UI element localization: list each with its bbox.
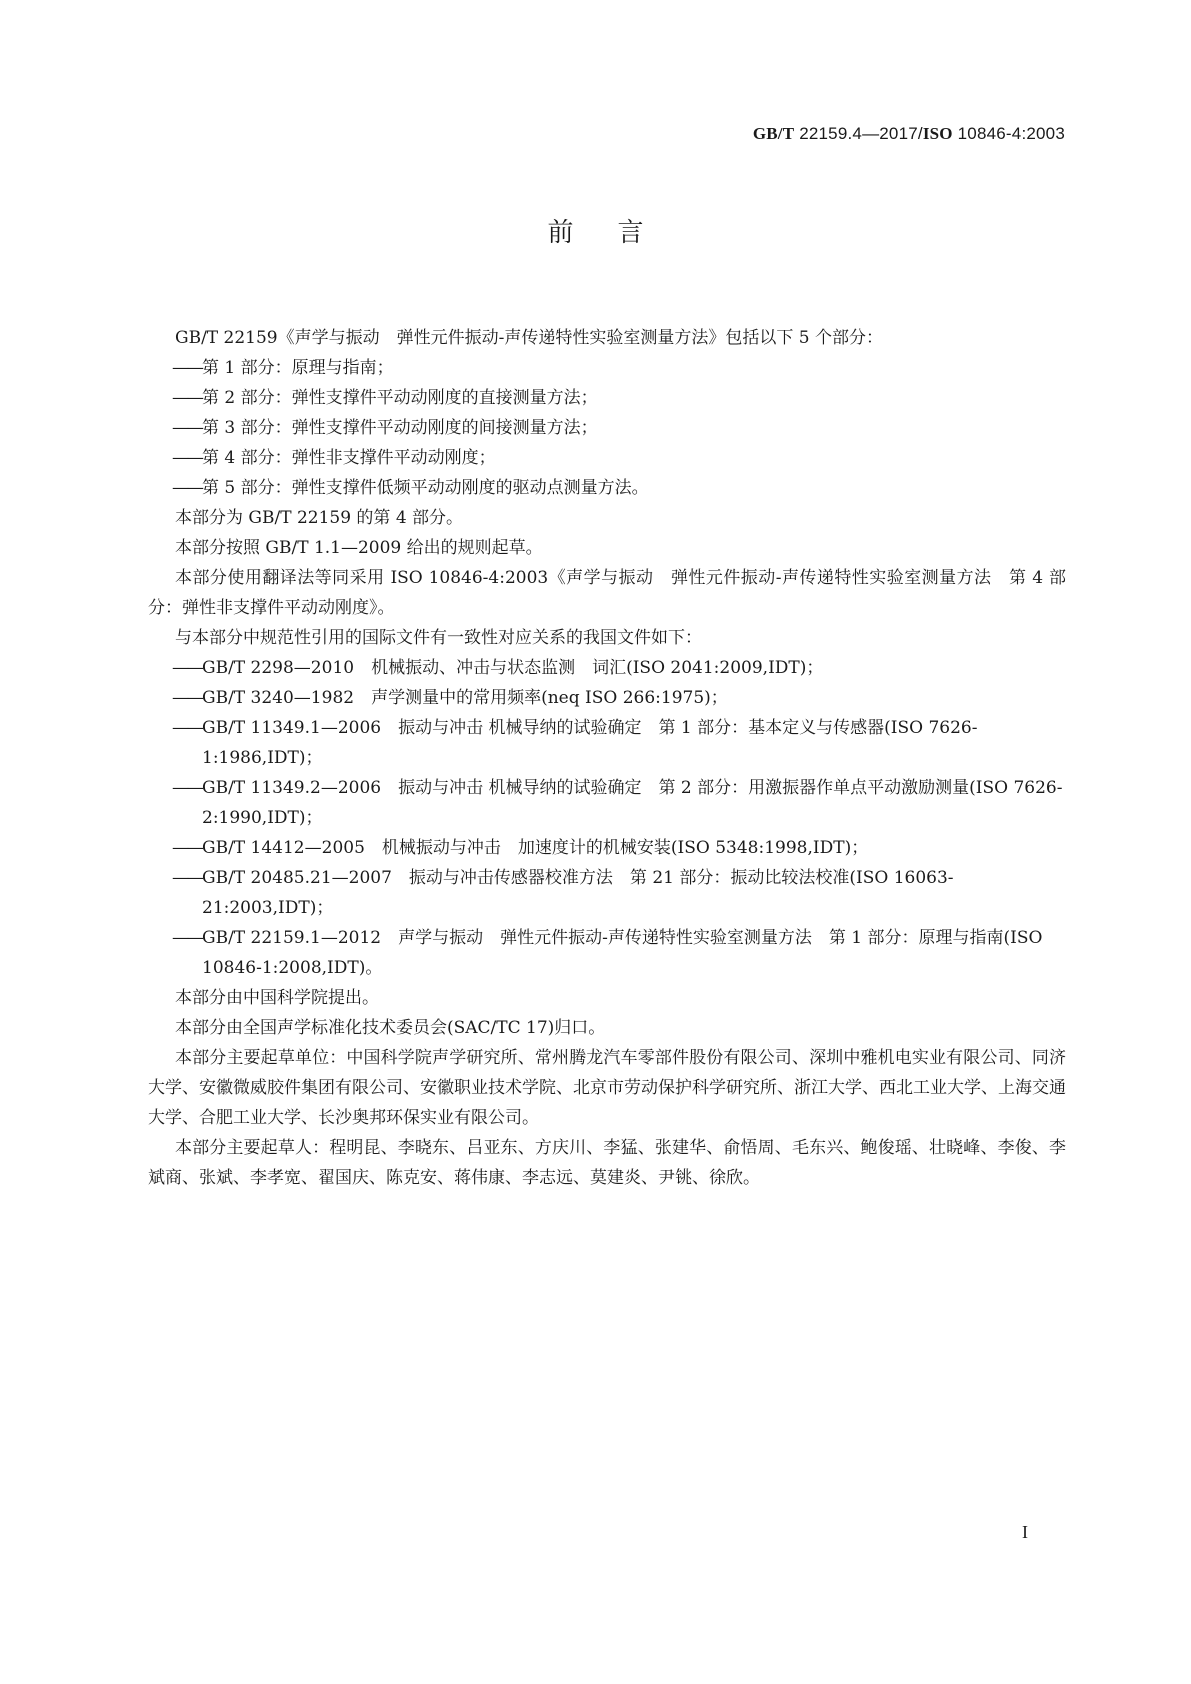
dash-bullet: —— <box>172 418 202 438</box>
dash-bullet: —— <box>172 478 202 498</box>
paragraph-centralized-by: 本部分由全国声学标准化技术委员会(SAC/TC 17)归口。 <box>175 1018 606 1038</box>
dash-bullet: —— <box>172 688 202 708</box>
iso-number: 10846-4:2003 <box>957 124 1065 143</box>
paragraph-proposed-by: 本部分由中国科学院提出。 <box>175 988 379 1008</box>
std-number: 22159.4—2017/ <box>799 124 923 143</box>
paragraph-adoption: 本部分使用翻译法等同采用 ISO 10846-4:2003《声学与振动 弹性元件振动-声传递特性实验室测量方法 第 4 部分：弹性非支撑件平动动刚度》。 <box>148 568 1066 618</box>
iso-prefix: ISO <box>922 124 953 143</box>
reference-list-item: —— GB/T 2298—2010 机械振动、冲击与状态监测 词汇(ISO 2041:2009,IDT)； <box>148 653 1066 683</box>
dash-bullet: —— <box>172 388 202 408</box>
dash-bullet: —— <box>172 358 202 378</box>
std-prefix: GB/T <box>752 124 795 143</box>
dash-bullet: —— <box>172 718 202 738</box>
dash-bullet: —— <box>172 868 202 888</box>
dash-bullet: —— <box>172 838 202 858</box>
dash-bullet: —— <box>172 778 202 798</box>
foreword-body <box>148 323 1066 1193</box>
reference-list-item: —— GB/T 20485.21—2007 振动与冲击传感器校准方法 第 21 部分：振动比较法校准(ISO 16063-21:2003,IDT)； <box>148 863 1066 923</box>
dash-bullet: —— <box>172 928 202 948</box>
part-list-item: —— 第 5 部分：弹性支撑件低频平动动刚度的驱动点测量方法。 <box>148 473 1066 503</box>
page-number: I <box>1022 1522 1028 1542</box>
reference-list-item: —— GB/T 3240—1982 声学测量中的常用频率(neq ISO 266:1975)； <box>148 683 1066 713</box>
parts-intro: GB/T 22159《声学与振动 弹性元件振动-声传递特性实验室测量方法》包括以下 5 个部分： <box>175 328 883 348</box>
paragraph-references-intro: 与本部分中规范性引用的国际文件有一致性对应关系的我国文件如下： <box>175 628 702 648</box>
reference-list-item: —— GB/T 11349.1—2006 振动与冲击 机械导纳的试验确定 第 1 部分：基本定义与传感器(ISO 7626-1:1986,IDT)； <box>148 713 1066 773</box>
page-title: 前言 <box>547 218 688 248</box>
part-list-item: —— 第 2 部分：弹性支撑件平动动刚度的直接测量方法； <box>148 383 1066 413</box>
paragraph-drafting-units: 本部分主要起草单位：中国科学院声学研究所、常州腾龙汽车零部件股份有限公司、深圳中雅机电实业有限公司、同济大学、安徽微威胶件集团有限公司、安徽职业技术学院、北京市劳动保护科学研究所、浙江大学、西北工业大学、上海交通大学、合肥工业大学、长沙奥邦环保实业有限公司。 <box>148 1048 1066 1128</box>
dash-bullet: —— <box>172 658 202 678</box>
reference-list-item: —— GB/T 11349.2—2006 振动与冲击 机械导纳的试验确定 第 2 部分：用激振器作单点平动激励测量(ISO 7626-2:1990,IDT)； <box>148 773 1066 833</box>
standard-code-header <box>753 124 1065 144</box>
dash-bullet: —— <box>172 448 202 468</box>
paragraph-drafters: 本部分主要起草人：程明昆、李晓东、吕亚东、方庆川、李猛、张建华、俞悟周、毛东兴、鲍俊瑶、壮晓峰、李俊、李斌商、张斌、李孝宽、翟国庆、陈克安、蒋伟康、李志远、莫建炎、尹铫、徐欣。 <box>148 1138 1066 1188</box>
part-list-item: —— 第 1 部分：原理与指南； <box>148 353 1066 383</box>
reference-list-item: —— GB/T 14412—2005 机械振动与冲击 加速度计的机械安装(ISO 5348:1998,IDT)； <box>148 833 1066 863</box>
part-list-item: —— 第 4 部分：弹性非支撑件平动动刚度； <box>148 443 1066 473</box>
reference-list-item: —— GB/T 22159.1—2012 声学与振动 弹性元件振动-声传递特性实验室测量方法 第 1 部分：原理与指南(ISO 10846-1:2008,IDT)。 <box>148 923 1066 983</box>
part-list-item: —— 第 3 部分：弹性支撑件平动动刚度的间接测量方法； <box>148 413 1066 443</box>
paragraph-drafting-rules: 本部分按照 GB/T 1.1—2009 给出的规则起草。 <box>175 538 543 558</box>
paragraph-part-number: 本部分为 GB/T 22159 的第 4 部分。 <box>175 508 464 528</box>
